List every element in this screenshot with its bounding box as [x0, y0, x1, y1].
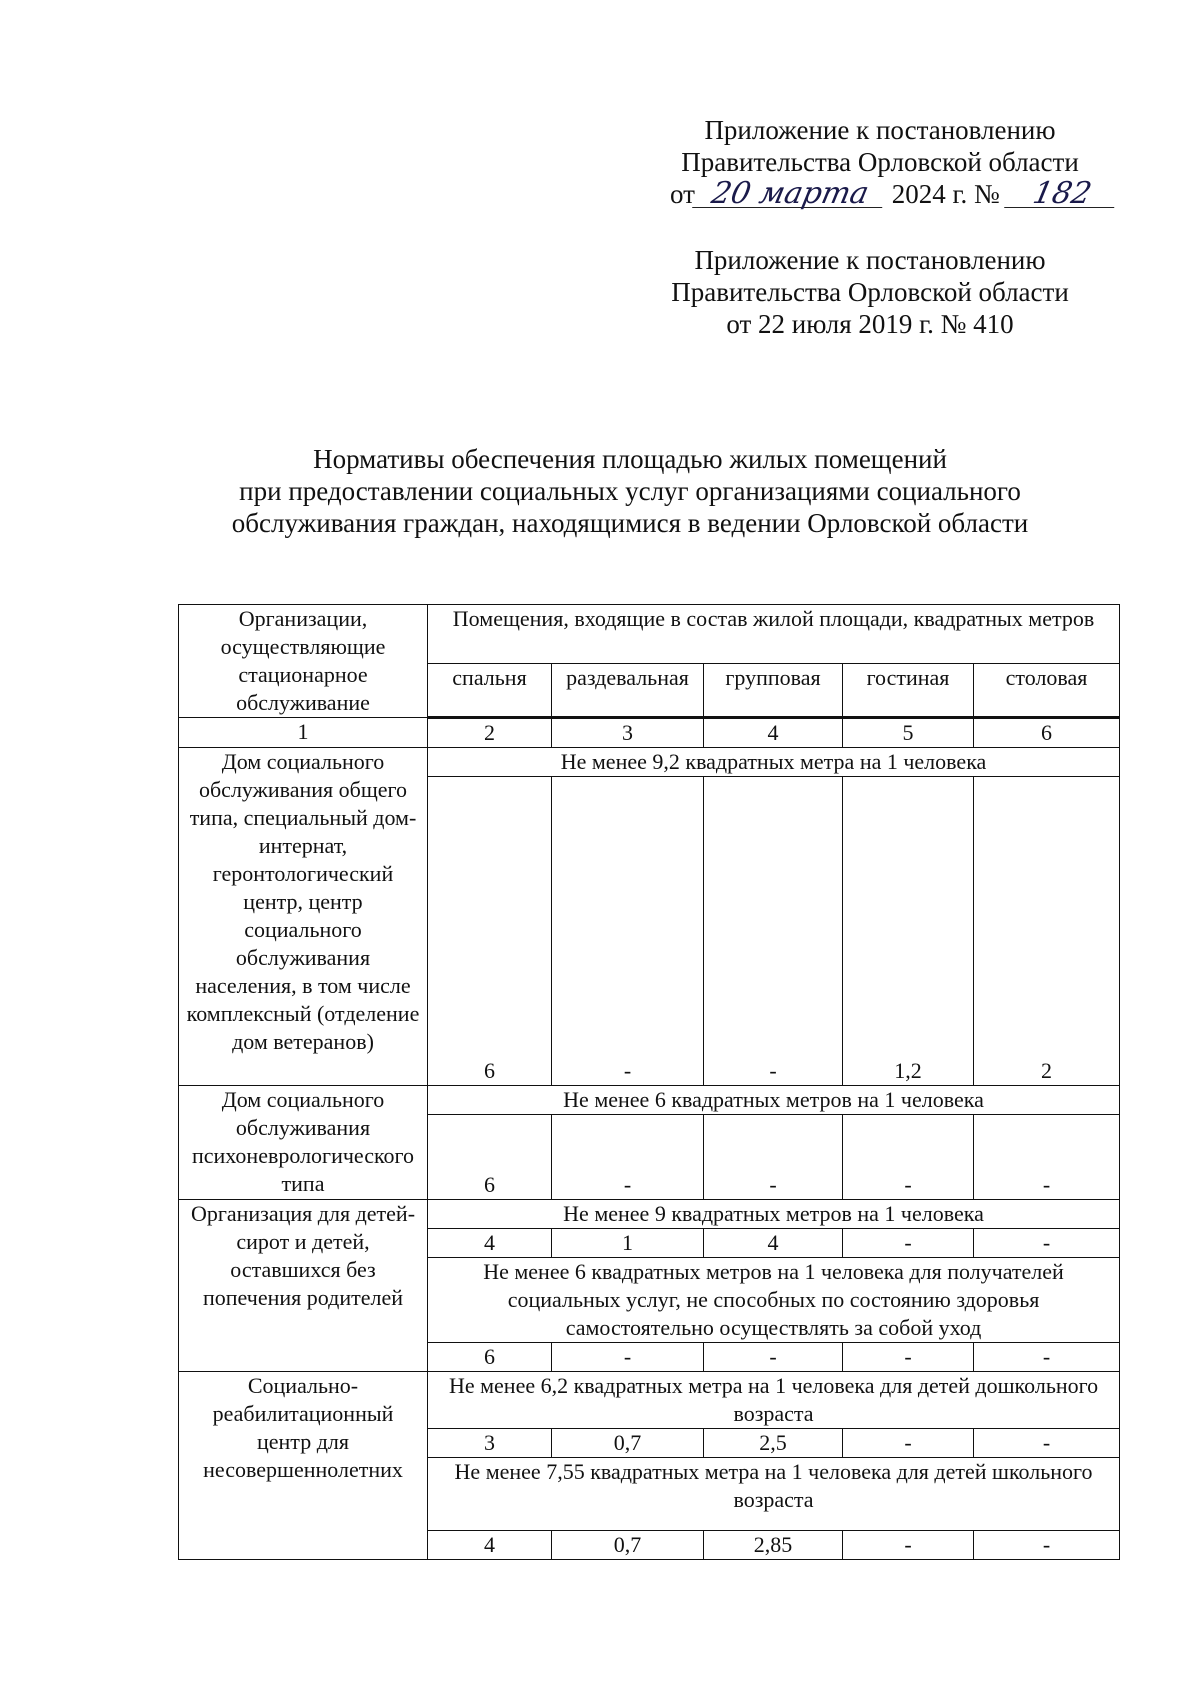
column-numbers-row	[179, 718, 1120, 748]
value-cell: 0,7	[552, 1429, 704, 1458]
norm-text: Не менее 6,2 квадратных метра на 1 человека для детей дошкольного возраста	[428, 1372, 1120, 1429]
header-date-line	[670, 176, 1095, 211]
handwritten-number: 182	[1004, 181, 1120, 208]
norm-text: Не менее 7,55 квадратных метра на 1 человека для детей школьного возраста	[428, 1458, 1120, 1531]
col-number: 5	[843, 718, 974, 748]
header-line: от 22 июля 2019 г. № 410	[726, 309, 1014, 339]
appendix-header-old	[655, 244, 1085, 340]
title-line: обслуживания граждан, находящимися в ведении Орловской области	[231, 508, 1029, 538]
value-cell: -	[974, 1115, 1120, 1200]
value-cell: -	[843, 1229, 974, 1258]
value-cell: -	[974, 1531, 1120, 1560]
value-cell: -	[704, 1115, 843, 1200]
value-cell: 1,2	[843, 777, 974, 1086]
header-line: Приложение к постановлению	[694, 245, 1046, 275]
table-row	[179, 1372, 1120, 1429]
table-row	[179, 1086, 1120, 1115]
header-line: Правительства Орловской области	[671, 277, 1069, 307]
col-number: 3	[552, 718, 704, 748]
org-name: Дом социального обслуживания психоневрологического типа	[179, 1086, 428, 1200]
value-cell: 6	[428, 777, 552, 1086]
value-cell: -	[843, 1531, 974, 1560]
appendix-header-new	[670, 114, 1095, 211]
value-cell: -	[843, 1115, 974, 1200]
col-dressing: раздевальная	[552, 664, 704, 718]
value-cell: -	[974, 1229, 1120, 1258]
value-cell: -	[552, 1115, 704, 1200]
value-cell: 2	[974, 777, 1120, 1086]
table-header-row	[179, 605, 1120, 664]
norm-text: Не менее 6 квадратных метров на 1 человека для получателей социальных услуг, не способных по состоянию здоровья самостоятельно осуществлять за собой уход	[428, 1258, 1120, 1343]
value-cell: 2,5	[704, 1429, 843, 1458]
norms-table	[178, 604, 1120, 1560]
title-line: при предоставлении социальных услуг организациями социального	[239, 476, 1021, 506]
col-living: гостиная	[843, 664, 974, 718]
table-row	[179, 748, 1120, 777]
org-name: Социально-реабилитационный центр для несовершеннолетних	[179, 1372, 428, 1560]
title-line: Нормативы обеспечения площадью жилых помещений	[313, 444, 947, 474]
col-dining: столовая	[974, 664, 1120, 718]
document-title	[150, 443, 1110, 539]
header-org: Организации, осуществляющие стационарное обслуживание	[179, 605, 428, 718]
value-cell: 1	[552, 1229, 704, 1258]
value-cell: 4	[428, 1229, 552, 1258]
value-cell: -	[974, 1429, 1120, 1458]
handwritten-date: 20 марта	[692, 181, 888, 208]
value-cell: -	[552, 777, 704, 1086]
norm-text: Не менее 9 квадратных метров на 1 человека	[428, 1200, 1120, 1229]
norm-text: Не менее 9,2 квадратных метра на 1 человека	[428, 748, 1120, 777]
value-cell: 4	[428, 1531, 552, 1560]
value-cell: 4	[704, 1229, 843, 1258]
header-rooms: Помещения, входящие в состав жилой площади, квадратных метров	[428, 605, 1120, 664]
value-cell: -	[974, 1343, 1120, 1372]
value-cell: 2,85	[704, 1531, 843, 1560]
value-cell: 6	[428, 1115, 552, 1200]
header-line: Правительства Орловской области	[681, 147, 1079, 177]
value-cell: -	[552, 1343, 704, 1372]
year-label: 2024 г. №	[891, 179, 1000, 209]
org-name: Дом социального обслуживания общего типа, специальный дом-интернат, геронтологический центр, центр социального обслуживания населения, в том числе комплексный (отделение дом ветеранов)	[179, 748, 428, 1086]
org-name: Организация для детей-сирот и детей, оставшихся без попечения родителей	[179, 1200, 428, 1372]
col-bedroom: спальня	[428, 664, 552, 718]
col-number: 1	[179, 718, 428, 748]
value-cell: -	[704, 1343, 843, 1372]
value-cell: 6	[428, 1343, 552, 1372]
value-cell: 0,7	[552, 1531, 704, 1560]
value-cell: -	[704, 777, 843, 1086]
col-number: 6	[974, 718, 1120, 748]
value-cell: 3	[428, 1429, 552, 1458]
norm-text: Не менее 6 квадратных метров на 1 человека	[428, 1086, 1120, 1115]
from-label: от	[670, 179, 695, 209]
col-number: 4	[704, 718, 843, 748]
value-cell: -	[843, 1343, 974, 1372]
table-row	[179, 1200, 1120, 1229]
value-cell: -	[843, 1429, 974, 1458]
col-group: групповая	[704, 664, 843, 718]
col-number: 2	[428, 718, 552, 748]
header-line: Приложение к постановлению	[704, 115, 1056, 145]
